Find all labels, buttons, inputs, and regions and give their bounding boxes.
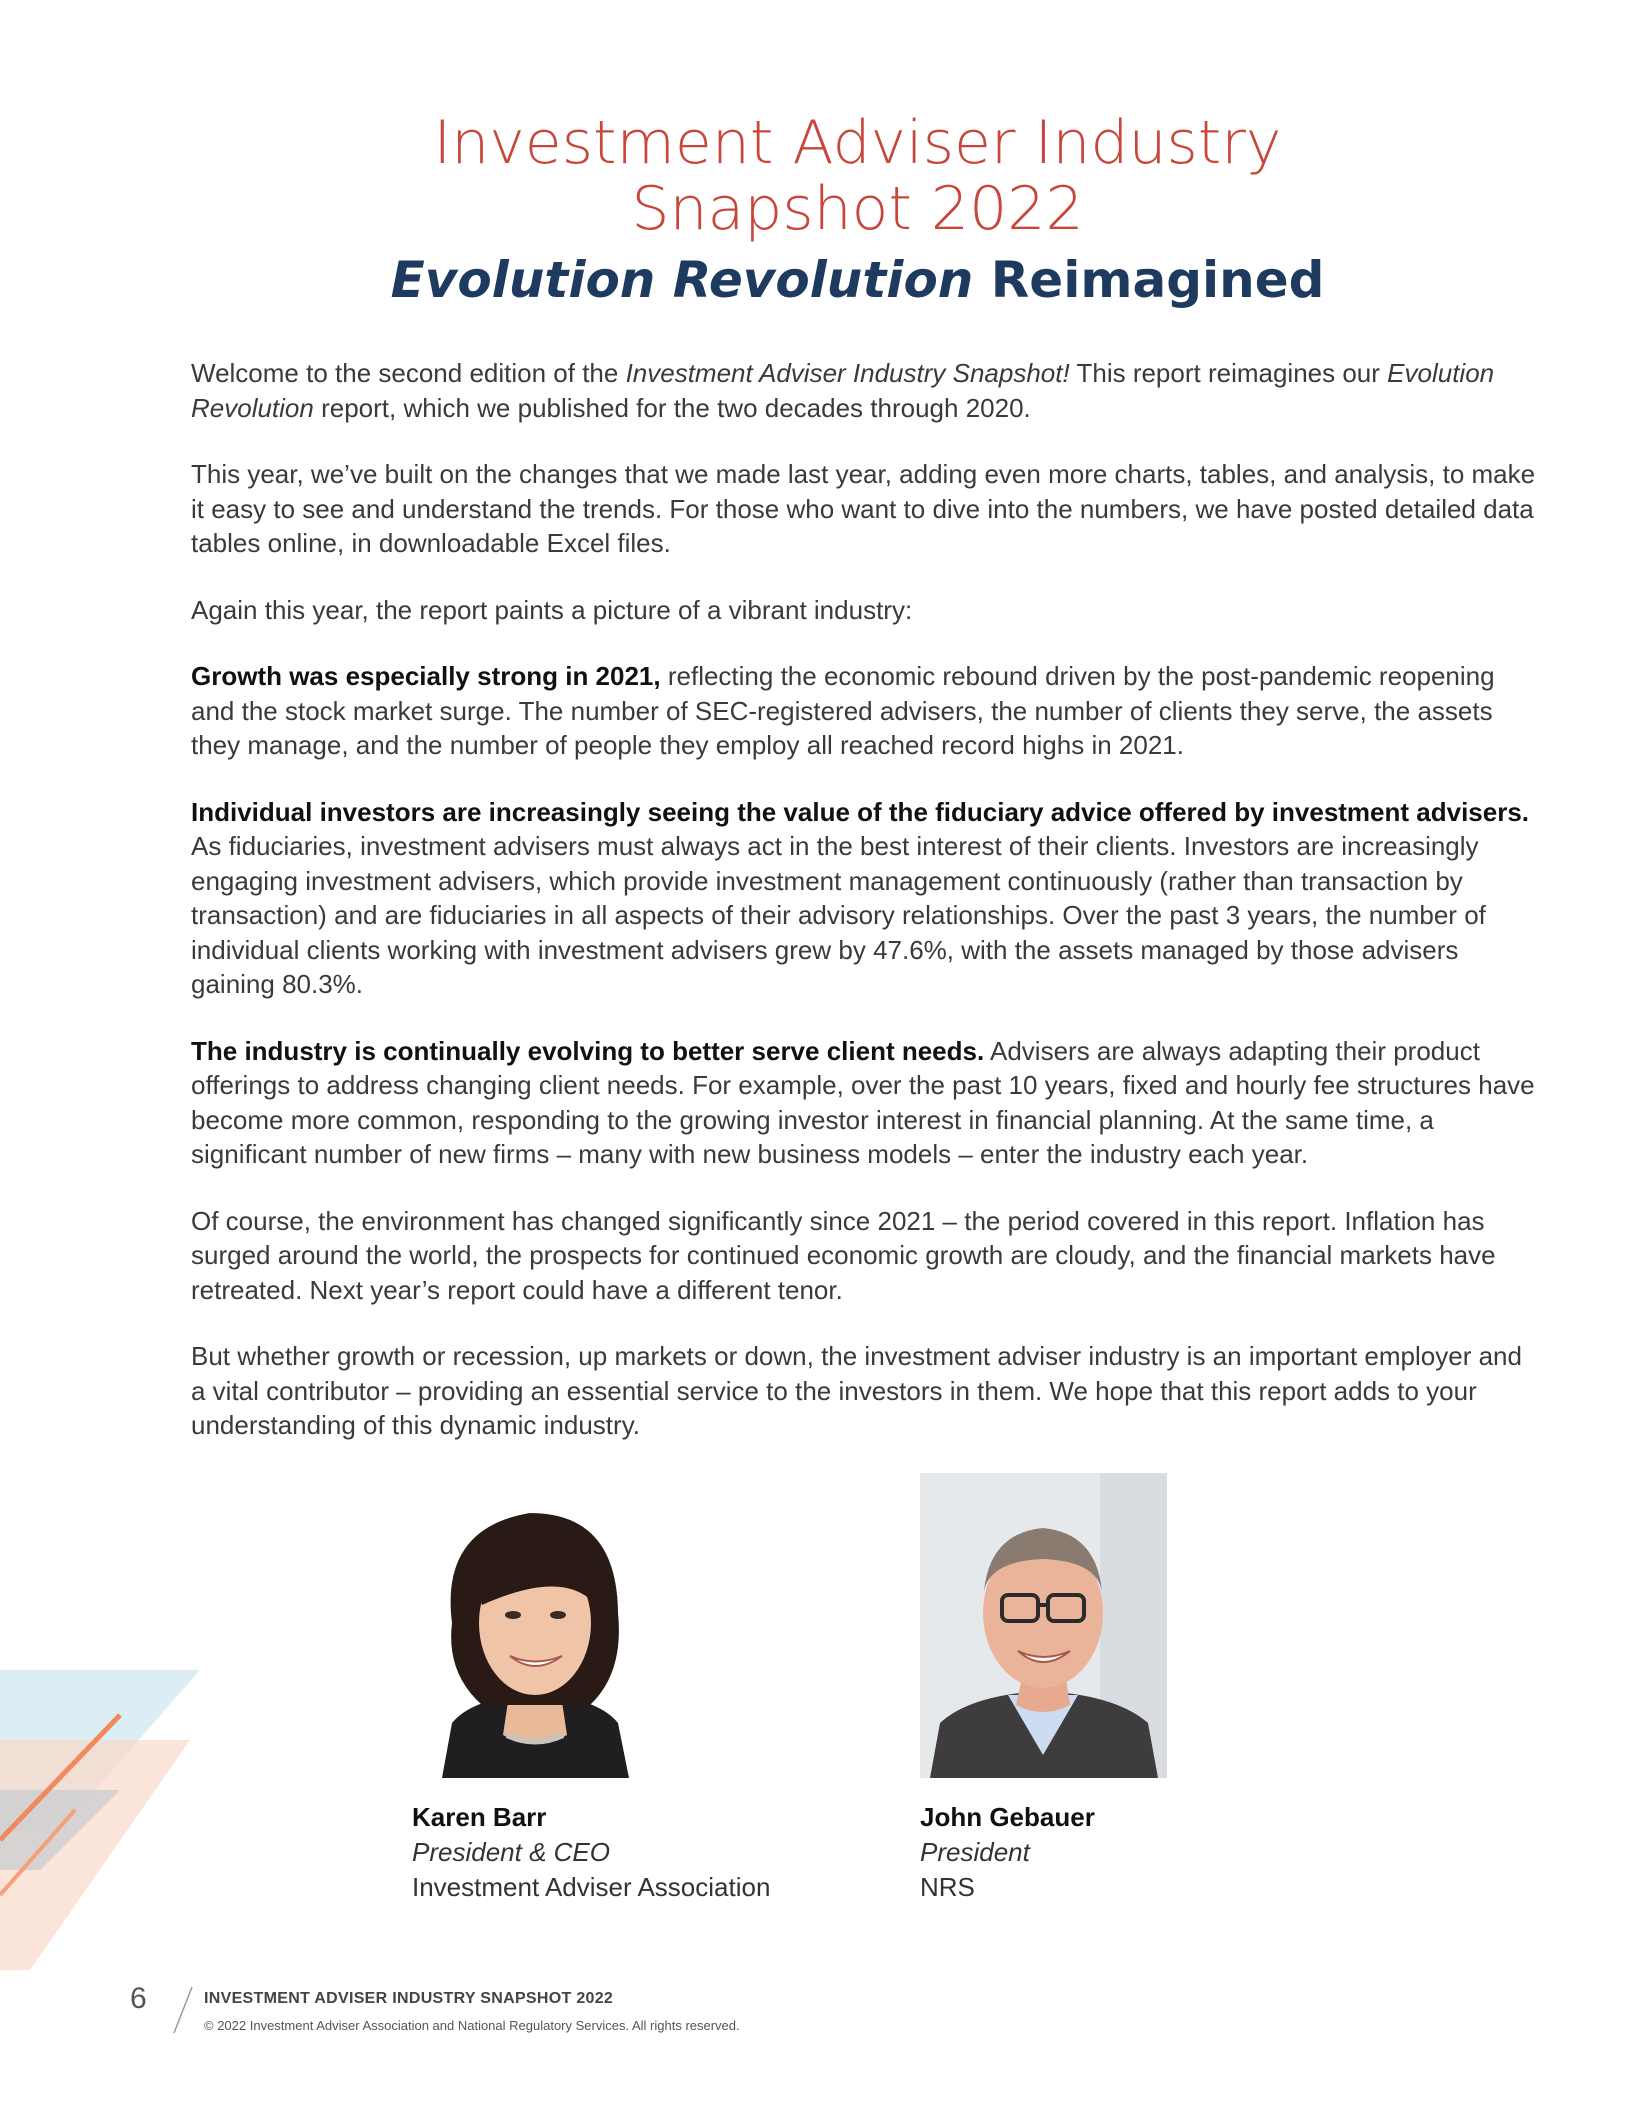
p4-lead: Growth was especially strong in 2021, — [191, 661, 661, 691]
subtitle-rest: Reimagined — [973, 251, 1325, 309]
p6-lead: The industry is continually evolving to better serve client needs. — [191, 1035, 985, 1066]
signatory-karen-barr — [412, 1800, 770, 1905]
paragraph-4 — [191, 659, 1536, 763]
paragraph-3: Again this year, the report paints a picture of a vibrant industry: — [191, 594, 913, 625]
paragraph-8: But whether growth or recession, up markets or down, the investment adviser industry is an important employer and a vital contributor – providing an essential service to the investors in them. We hope that this report adds to your understanding of this dynamic industry. — [191, 1341, 1522, 1440]
p1-report-name: Investment Adviser Industry Snapshot! — [625, 358, 1070, 388]
p1-text-a: Welcome to the second edition of the — [191, 358, 626, 388]
signatory-john-gebauer — [920, 1800, 1095, 1905]
paragraph-7: Of course, the environment has changed significantly since 2021 – the period covered in this report. Inflation has surged around the world, the prospects for continued economic growth are cloudy, and the financial markets have retreated. Next year’s report could have a different tenor. — [191, 1205, 1496, 1305]
signatory-name: John Gebauer — [920, 1802, 1095, 1832]
paragraph-6 — [191, 1034, 1536, 1172]
paragraph-5 — [191, 795, 1536, 1002]
p6-text: Advisers are always adapting their product offerings to address changing client needs. For example, over the past 10 years, fixed and hourly fee structures have become more common, responding to the growing investor interest in financial planning. At the same time, a significant number of new firms – many with new business models – enter the industry each year. — [191, 1035, 1535, 1169]
signatory-role: President — [920, 1837, 1030, 1867]
signatory-role: President & CEO — [412, 1837, 610, 1867]
title-line-1: Investment Adviser Industry — [433, 108, 1282, 178]
subtitle-italic: Evolution Revolution — [390, 251, 974, 309]
p4-text: reflecting the economic rebound driven by the post-pandemic reopening and the stock market surge. The number of SEC-registered advisers, the number of clients they serve, the assets they manage, and the number of people they employ all reached record highs in 2021. — [191, 661, 1495, 760]
p5-text: As fiduciaries, investment advisers must always act in the best interest of their clients. Investors are increasingly engaging investment advisers, which provide investment management continuously (rather than transaction by transaction) and are fiduciaries in all aspects of their advisory relationships. Over the past 3 years, the number of individual clients working with investment advisers grew by 47.6%, with the assets managed by those advisers gaining 80.3%. — [191, 831, 1486, 999]
footer-title: INVESTMENT ADVISER INDUSTRY SNAPSHOT 2022 — [204, 1990, 614, 2007]
body-text — [191, 356, 1536, 1475]
paragraph-1 — [191, 356, 1536, 425]
signatory-name: Karen Barr — [412, 1802, 547, 1832]
footer-copyright: © 2022 Investment Adviser Association and National Regulatory Services. All rights reserved. — [204, 2018, 740, 2033]
page-subtitle — [0, 250, 1631, 310]
page-number: 6 — [130, 1982, 147, 2015]
signatory-org: Investment Adviser Association — [412, 1872, 771, 1902]
paragraph-2: This year, we’ve built on the changes that we made last year, adding even more charts, tables, and analysis, to make it easy to see and understand the trends. For those who want to dive into the numbers, we have posted detailed data tables online, in downloadable Excel files. — [191, 459, 1536, 558]
decorative-stripes-graphic — [0, 1670, 200, 1970]
title-line-2: Snapshot 2022 — [631, 174, 1084, 244]
p5-lead: Individual investors are increasingly seeing the value of the fiduciary advice offered by investment advisers. — [191, 796, 1530, 827]
page-title — [0, 110, 1631, 242]
footer-divider-slash — [170, 1985, 196, 2035]
portrait-john-gebauer — [920, 1473, 1167, 1778]
p1-text-e: report, which we published for the two decades through 2020. — [313, 392, 1031, 423]
p1-text-c: This report reimagines our — [1069, 358, 1388, 388]
p1-old-report-name: Evolution Revolution — [191, 358, 1495, 423]
signatory-org: NRS — [920, 1872, 975, 1902]
portrait-karen-barr — [412, 1473, 659, 1778]
